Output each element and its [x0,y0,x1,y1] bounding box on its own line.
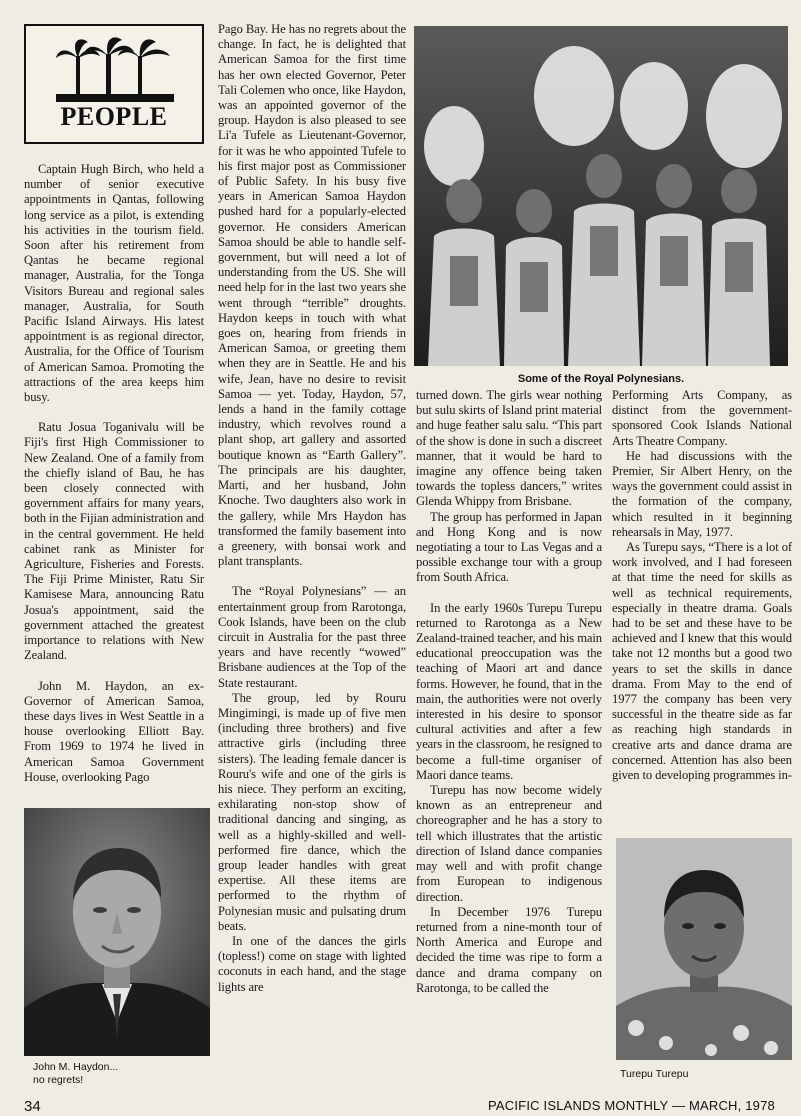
article-paragraph: Turepu has now become widely known as an entrepreneur and choreographer and he has a story to tell which illustrates that the artistic direction of Island dance companies may well and with profit change from European to indigenous direction. [416,783,602,904]
article-paragraph: In the early 1960s Turepu Turepu returned to Rarotonga as a New Zealand-trained teacher, and his main educational preoccupation was the teaching of Maori art and dance forms. However, he found, that in the main, the authorities were not overly interested in his desire to sponsor cultural activities and after a few years in the classroom, he resigned to become a full-time organiser of Maori dance teams. [416,600,602,782]
article-column-4 [612,388,792,783]
article-paragraph: In December 1976 Turepu returned from a nine-month tour of North America and Europe and decided the time was ripe to form a dance and drama company on Rarotonga, to be called the [416,904,602,995]
article-paragraph: Performing Arts Company, as distinct from the government-sponsored Cook Islands National Arts Theatre Company. [612,388,792,448]
publication-footer: PACIFIC ISLANDS MONTHLY — MARCH, 1978 [488,1098,775,1113]
article-paragraph: turned down. The girls wear nothing but sulu skirts of Island print material and huge feather salu salu. “This part of the show is done in such a discreet manner, that it would be hard to imagine any offence being taken towards the topless dancers,” writes Glenda Whippy from Brisbane. [416,388,602,509]
haydon-photo [24,808,210,1056]
article-paragraph: In one of the dances the girls (topless!) come on stage with lighted coconuts in each hand, and the stage lights are [218,933,406,994]
article-paragraph: Ratu Josua Toganivalu will be Fiji's first High Commissioner to New Zealand. One of a family from the chiefly island of Bau, he has been closely connected with government affairs for many years, both in the Fijian administration and in the central government. He held cabinet rank as Minister for Agriculture, Fisheries and Forests. The Fiji Prime Minister, Ratu Sir Kamisese Mara, announcing Ratu Josua's appointment, said the government attached the greatest importance to relations with New Zealand. [24,420,204,663]
royal-polynesians-photo [414,26,788,366]
article-paragraph: The group has performed in Japan and Hong Kong and is now negotiating a tour to Las Vegas and a possible exchange tour with a group from South Africa. [416,509,602,585]
section-header-box [24,24,204,144]
section-title: PEOPLE [60,102,168,131]
turepu-caption: Turepu Turepu [620,1068,689,1080]
palm-trees-icon [56,32,174,102]
haydon-caption [33,1061,203,1087]
turepu-photo [616,838,792,1060]
caption-line: John M. Haydon... [33,1061,119,1073]
article-column-3 [416,388,602,996]
article-paragraph: John M. Haydon, an ex-Governor of American Samoa, these days lives in West Seattle in a house overlooking Elliott Bay. From 1969 to 1974 he lived in American Samoa Government House, overlooking Pago [24,678,204,784]
article-paragraph: The group, led by Rouru Mingimingi, is made up of five men (including three brothers) and five attractive girls (including three sisters). The leading female dancer is Rouru's wife and one of the girls is his niece. They perform an exciting, exhilarating non-stop show of traditional dancing and singing, as well as a highly-skilled and well-performed fire dance, which the group leader handles with great expertise. All these items are performed to the rhythm of Polynesian music and pulsating drum beats. [218,690,406,933]
article-paragraph: He had discussions with the Premier, Sir Albert Henry, on the ways the government could assist in the formation of the company, which resulted in it beginning rehearsals in May, 1977. [612,448,792,539]
article-paragraph: Pago Bay. He has no regrets about the change. In fact, he is delighted that American Samoa for the first time has her own elected Governor, Peter Tali Colemen who once, like Haydon, was an appointed governor of the group. Haydon is also pleased to see Li'a Tufele as Lieutenant-Governor, for it was he who appointed Tufele to his first major post as Commissioner of Public Safety. In his busy five years in American Samoa Haydon pushed hard for a popularly-elected governor. He considers American Samoa should be able to handle self-government, but will need a lot of understanding from the US. She will need help for in the last two years she went through “terrible” droughts. Haydon keeps in touch with what goes on, hearing from friends in American Samoa, or greeting them when they are in Seattle. He and his wife, Jean, have no desire to revisit Samoa — yet. Today, Haydon, 57, lends a hand in the family cottage industry, which revolves round a plant shop, art gallery and assorted boutique known as “Earth Gallery”. The principals are his daughter, Marti, and her husband, John Knoche. Two daughters also work in the gallery, while Mrs Haydon has transformed the family basement into a greenery, with bonsai work and plant transplants. [218,22,406,569]
page-number: 34 [24,1098,41,1115]
article-paragraph: The “Royal Polynesians” — an entertainment group from Rarotonga, Cook Islands, have been on the club circuit in Australia for the past three years and have recently “wowed” Brisbane audiences at the Top of the State restaurant. [218,584,406,690]
royal-polynesians-caption: Some of the Royal Polynesians. [517,373,685,385]
article-column-1 [24,162,204,785]
article-paragraph: As Turepu says, “There is a lot of work involved, and I had foreseen at that time the need for skills as well as technical requirements, especially in theatre drama. Goals had to be set and these have to be achieved and I knew that this would take not 12 months but a good two years to set the skills in dance drama. From May to the end of 1977 the company has been very successful in the theatre side as far as reaching high standards in creative arts and dance drama are concerned. Attention has also been given to developing programmes in- [612,540,792,783]
article-column-2 [218,22,406,995]
caption-line: no regrets! [33,1074,84,1086]
article-paragraph: Captain Hugh Birch, who held a number of senior executive appointments in Qantas, following long service as a pilot, is extending his activities in the tourism field. Soon after his retirement from Qantas he became regional manager, Australia, for the Tonga Visitors Bureau and regional sales manager, Australia, for South Pacific Island Airways. His latest appointment is as regional director, Australia, for the Office of Tourism of American Samoa. Promoting the attractions of the area keeps him busy. [24,162,204,405]
